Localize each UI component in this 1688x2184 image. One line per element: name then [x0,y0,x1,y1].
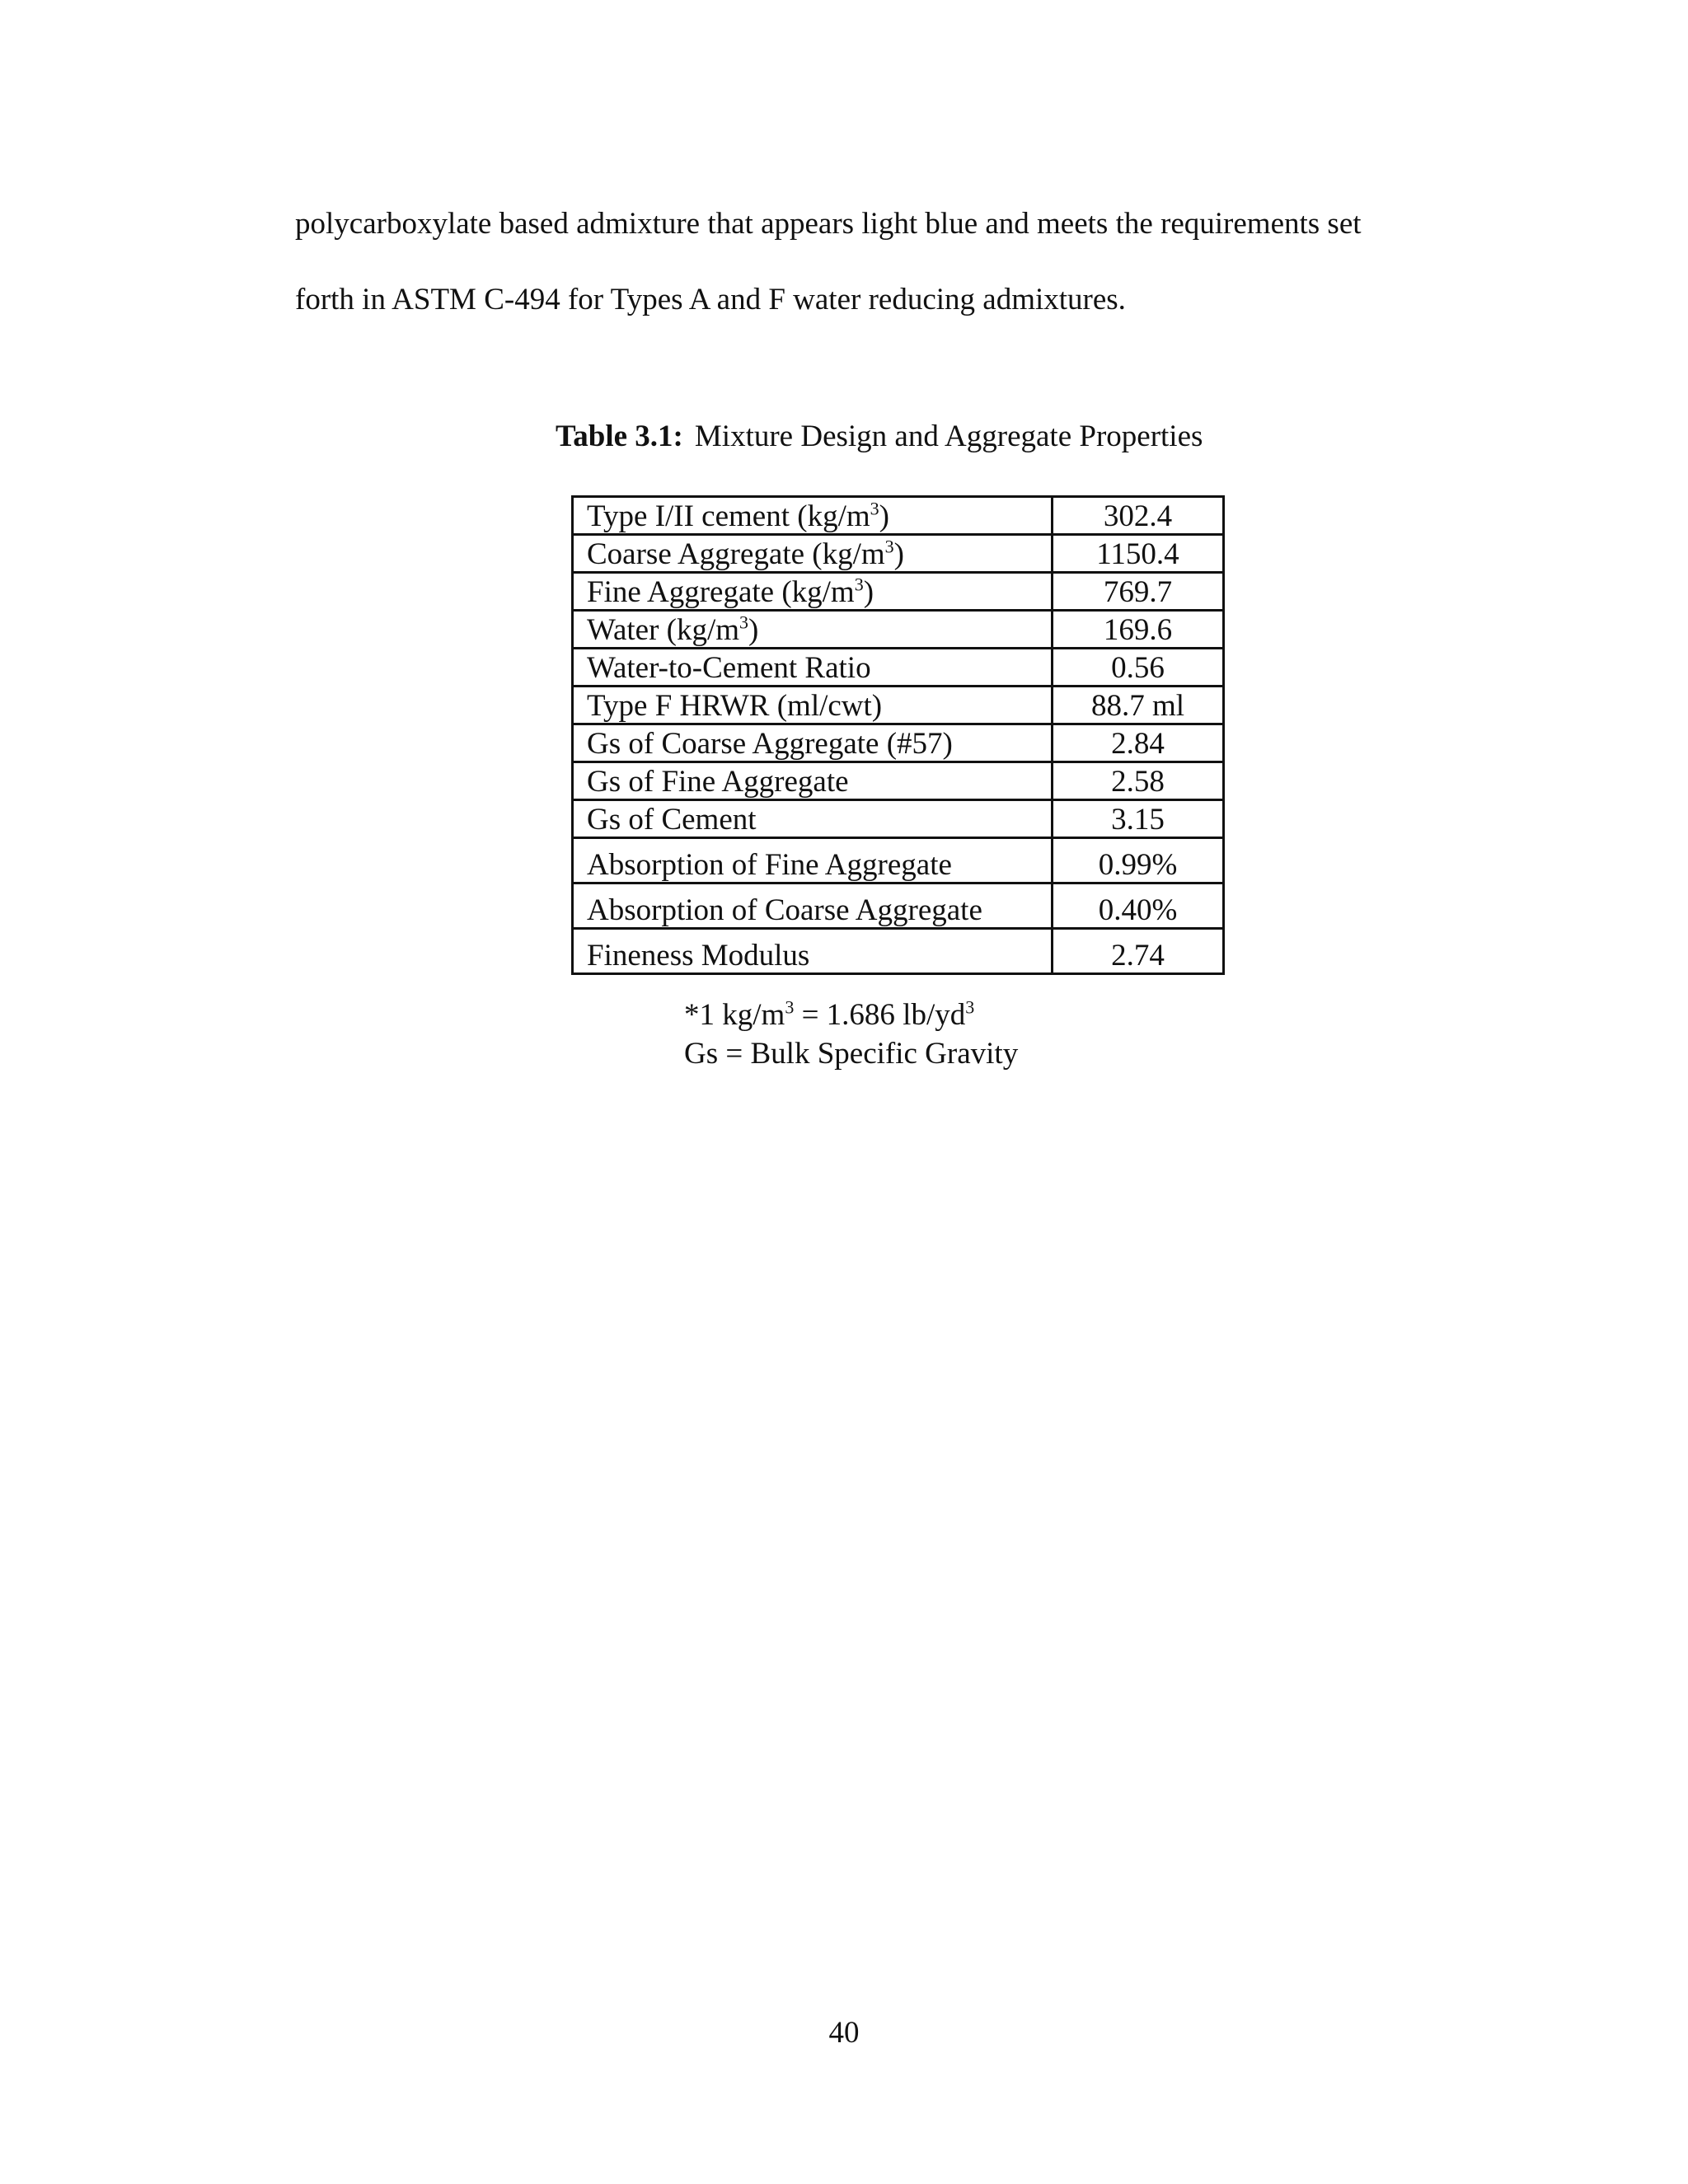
row-value: 1150.4 [1053,535,1224,573]
body-paragraph [295,186,1432,338]
row-label: Fineness Modulus [573,929,1053,974]
row-value: 302.4 [1053,497,1224,535]
page-number: 40 [828,2016,860,2050]
row-label: Type I/II cement $(kg/m^3)$ [573,497,1053,535]
table-caption-text: Mixture Design and Aggregate Properties [694,419,1203,453]
row-value: 0.99% [1053,838,1224,883]
row-value: 0.40% [1053,883,1224,929]
row-value: 2.58 [1053,762,1224,800]
row-label: Type F HRWR (ml/cwt) [573,687,1053,724]
paragraph-line-2: forth in ASTM C-494 for Types A and F water reducing admixtures. [295,283,1126,316]
row-label: Gs of Coarse Aggregate (#57) [573,724,1053,762]
table-row [573,535,1224,573]
row-label: Gs of Fine Aggregate [573,762,1053,800]
row-label: Gs of Cement [573,800,1053,838]
row-value: 3.15 [1053,800,1224,838]
table-row [573,929,1224,974]
row-value: 0.56 [1053,649,1224,687]
row-label: Water $(kg/m^3)$ [573,611,1053,649]
row-value: 169.6 [1053,611,1224,649]
gs-definition-note: Gs = Bulk Specific Gravity [684,1037,1019,1071]
table-row [573,724,1224,762]
table-row [573,649,1224,687]
row-label: Coarse Aggregate $(kg/m^3)$ [573,535,1053,573]
row-label: Fine Aggregate $(kg/m^3)$ [573,573,1053,611]
table-row [573,611,1224,649]
table-row [573,800,1224,838]
row-value: 88.7 ml [1053,687,1224,724]
unit-conversion-note: *1 $kg/m^3 = 1.686$ $lb/yd^3$ [684,996,975,1032]
row-label: Absorption of Coarse Aggregate [573,883,1053,929]
table-row [573,883,1224,929]
table-caption [556,419,1203,454]
row-value: 769.7 [1053,573,1224,611]
table-row [573,573,1224,611]
table-row [573,497,1224,535]
row-value: 2.84 [1053,724,1224,762]
row-value: 2.74 [1053,929,1224,974]
table-row [573,687,1224,724]
table-row [573,762,1224,800]
table-footnotes [684,996,1018,1073]
row-label: Water-to-Cement Ratio [573,649,1053,687]
table-row [573,838,1224,883]
table-caption-label: Table 3.1: [556,419,683,453]
properties-table-container [571,495,1225,975]
row-label: Absorption of Fine Aggregate [573,838,1053,883]
paragraph-line-1: polycarboxylate based admixture that appears light blue and meets the requirements set [295,207,1362,241]
mixture-properties-table [571,495,1225,975]
